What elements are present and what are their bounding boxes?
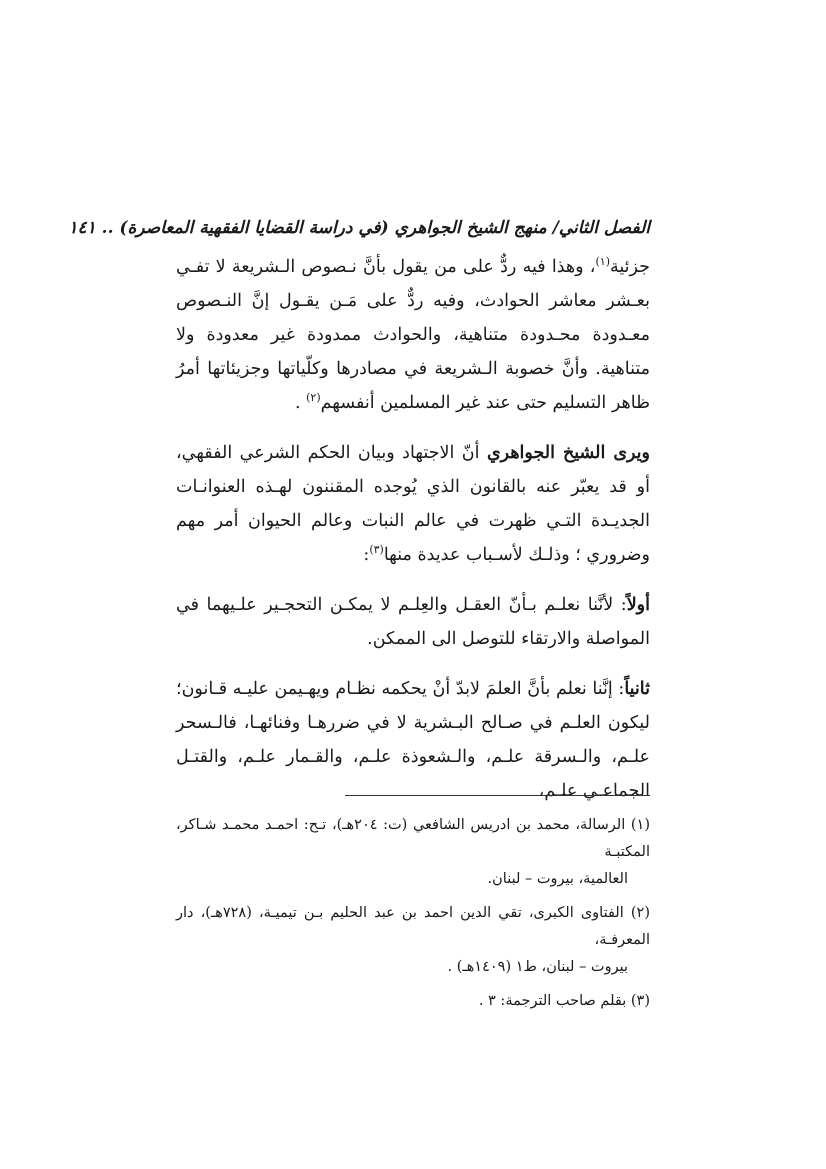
footnote-1-text: الرسالة، محمد بن ادريس الشافعي (ت: ٢٠٤هـ)، تـح: احمـد محمـد شـاكر، المكتبـة — [176, 817, 650, 860]
p2-end: : — [363, 545, 370, 565]
footnote-ref-2[interactable]: (٢) — [306, 391, 321, 405]
p3-body: : لأنَّنا نعلـم بـأنّ العقـل والعِلـم لا يمكـن التحجـير علـيهما في المواصلة والارتقاء للتوصل الى الممكن. — [176, 595, 650, 649]
footnote-1-number: (١) — [630, 817, 651, 833]
p1-body: ، وهذا فيه ردٌّ على من يقول بأنَّ نـصوص الـشريعة لا تفـي بعـشر معاشر الحوادث، وفيه ردٌّ على مَـن يقـول إنَّ النـصوص معـدودة محـدودة متناهية، والحوادث ممدودة غير معدودة ولا متناهية. وأنَّ خصوبة الـشريعة في مصادرها وكلّياتها وجزيئاتها أمرُ ظاهر التسليم حتى عند غير المسلمين أنفسهم — [176, 257, 650, 413]
p4-body: : إنَّنا نعلم بأنَّ العلمَ لابدّ أنْ يحكمه نظـام ويهـيمن عليـه قـانون؛ ليكون العلـم في صـالح البـشرية لا في ضررهـا وفنائهـا، فالـسحر علـم، والـسرقة علـم، والـشعوذة علـم، والقـمار علـم، والقتـل الجماعـي علـم، — [176, 679, 650, 801]
footnote-2 — [176, 900, 650, 981]
p1-start: جزئية — [609, 257, 650, 277]
main-text — [176, 250, 650, 824]
footnote-2-cont: بيروت – لبنان، ط١ (١٤٠٩هـ) . — [447, 959, 628, 975]
paragraph-3 — [176, 588, 650, 656]
footnote-2-number: (٢) — [630, 905, 650, 921]
p3-bold-lead: أولاً — [626, 595, 650, 615]
footnotes-section — [176, 812, 650, 1022]
p2-body: أنّ الاجتهاد وبيان الحكم الشرعي الفقهي، أو قد يعبّر عنه بالقانون الذي يُوجده المقننون لهـذه العنوانـات الجديـدة التـي ظهرت في عالم النبات وعالم الحيوان أمر مهم وضروري ؛ وذلـك لأسـباب عديدة منها — [176, 443, 650, 565]
footnote-1 — [176, 812, 650, 893]
footnote-ref-3[interactable]: (٣) — [369, 543, 384, 557]
p1-end: . — [294, 393, 307, 413]
paragraph-4 — [176, 672, 650, 808]
footnote-3-number: (٣) — [630, 993, 650, 1009]
footnote-1-cont: العالمية، بيروت – لبنان. — [487, 871, 628, 887]
footnote-2-text: الفتاوى الكبرى، تقي الدين احمد بن عبد الحليم بـن تيميـة، (٧٢٨هـ)، دار المعرفـة، — [176, 905, 650, 948]
paragraph-1 — [176, 250, 650, 420]
footnote-ref-1[interactable]: (١) — [595, 255, 610, 269]
footnote-3 — [176, 988, 650, 1015]
p2-bold-lead: ويرى الشيخ الجواهري — [486, 443, 651, 463]
p4-bold-lead: ثانياً — [624, 679, 650, 699]
footnote-3-text: بقلم صاحب الترجمة: ٣ . — [478, 993, 627, 1009]
running-header: الفصل الثاني/ منهج الشيخ الجواهري (في دراسة القضايا الفقهية المعاصرة) .. ١٤١ — [68, 218, 650, 238]
paragraph-2 — [176, 436, 650, 572]
footnote-divider — [345, 795, 650, 796]
